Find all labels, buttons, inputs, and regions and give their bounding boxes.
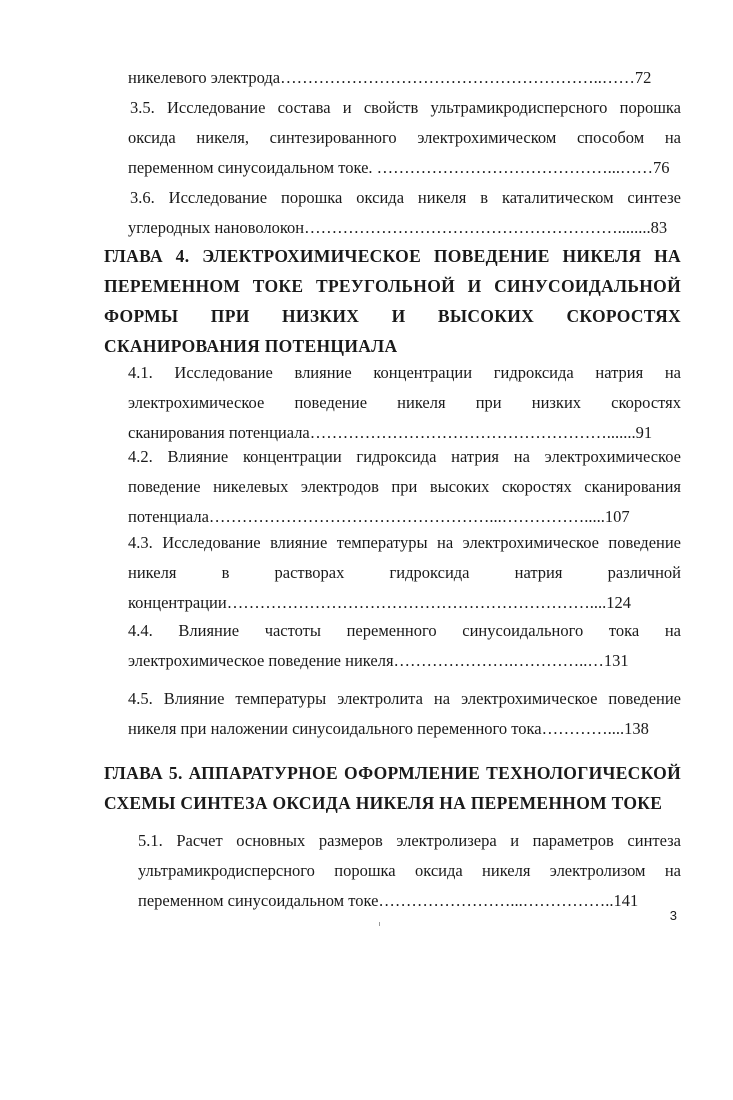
chapter-title-line: ГЛАВА 5. АППАРАТУРНОЕ ОФОРМЛЕНИЕ ТЕХНОЛОГИЧЕСКОЙ <box>104 763 681 783</box>
toc-entry-3-5[interactable] <box>128 93 681 183</box>
toc-entry-4-5[interactable] <box>128 684 681 744</box>
chapter-title-line: ФОРМЫ ПРИ НИЗКИХ И ВЫСОКИХ СКОРОСТЯХ <box>104 306 681 326</box>
toc-line: концентрации…………………………………………………………....124 <box>128 593 631 612</box>
chapter-5-heading[interactable] <box>104 758 681 818</box>
toc-line: ультрамикродисперсного порошка оксида никеля электролизом на <box>138 861 681 880</box>
toc-line: поведение никелевых электродов при высоких скоростях сканирования <box>128 477 681 496</box>
toc-line: углеродных нановолокон…………………………………………………........83 <box>128 218 668 237</box>
chapter-4-heading[interactable] <box>104 241 681 361</box>
toc-line: переменном синусоидальном токе. ……………………………………...……76 <box>128 158 670 177</box>
chapter-title-line: СКАНИРОВАНИЯ ПОТЕНЦИАЛА <box>104 336 398 356</box>
toc-line: 4.5. Влияние температуры электролита на электрохимическое поведение <box>128 689 681 708</box>
chapter-title-line: ПЕРЕМЕННОМ ТОКЕ ТРЕУГОЛЬНОЙ И СИНУСОИДАЛЬНОЙ <box>104 276 681 296</box>
toc-entry-4-2[interactable] <box>128 442 681 532</box>
page-number: 3 <box>669 908 677 923</box>
toc-entry-3-6[interactable] <box>128 183 681 243</box>
chapter-title-line: СХЕМЫ СИНТЕЗА ОКСИДА НИКЕЛЯ НА ПЕРЕМЕННОМ ТОКЕ <box>104 793 663 813</box>
toc-line: электрохимическое поведение никеля при низких скоростях <box>128 393 681 412</box>
toc-line: 4.1. Исследование влияние концентрации гидроксида натрия на <box>128 363 681 382</box>
toc-line: никеля при наложении синусоидального переменного тока…………....138 <box>128 719 649 738</box>
toc-line: переменном синусоидальном токе……………………...……………..141 <box>138 891 639 910</box>
toc-line: потенциала……………………………………………...…………….....107 <box>128 507 630 526</box>
toc-line: 4.2. Влияние концентрации гидроксида натрия на электрохимическое <box>128 447 681 466</box>
toc-entry-4-4[interactable] <box>128 616 681 676</box>
toc-entry-3-4-continuation[interactable] <box>128 63 681 93</box>
toc-line: 3.5. Исследование состава и свойств ультрамикродисперсного порошка <box>130 98 681 117</box>
toc-line: 3.6. Исследование порошка оксида никеля в каталитическом синтезе <box>130 188 681 207</box>
toc-line: оксида никеля, синтезированного электрохимическом способом на <box>128 128 681 147</box>
toc-line: электрохимическое поведение никеля………………….…………..…131 <box>128 651 629 670</box>
toc-line: 4.4. Влияние частоты переменного синусоидального тока на <box>128 621 681 640</box>
toc-line: сканирования потенциала……………………………………………….......91 <box>128 423 653 442</box>
toc-line: никеля в растворах гидроксида натрия различной <box>128 563 681 582</box>
toc-line: никелевого электрода…………………………………………………..……72 <box>128 68 652 87</box>
scan-speck <box>379 922 380 926</box>
toc-line: 5.1. Расчет основных размеров электролизера и параметров синтеза <box>138 831 681 850</box>
toc-entry-4-1[interactable] <box>128 358 681 448</box>
toc-entry-4-3[interactable] <box>128 528 681 618</box>
chapter-title-line: ГЛАВА 4. ЭЛЕКТРОХИМИЧЕСКОЕ ПОВЕДЕНИЕ НИКЕЛЯ НА <box>104 246 681 266</box>
toc-entry-5-1[interactable] <box>138 826 681 916</box>
toc-line: 4.3. Исследование влияние температуры на электрохимическое поведение <box>128 533 681 552</box>
